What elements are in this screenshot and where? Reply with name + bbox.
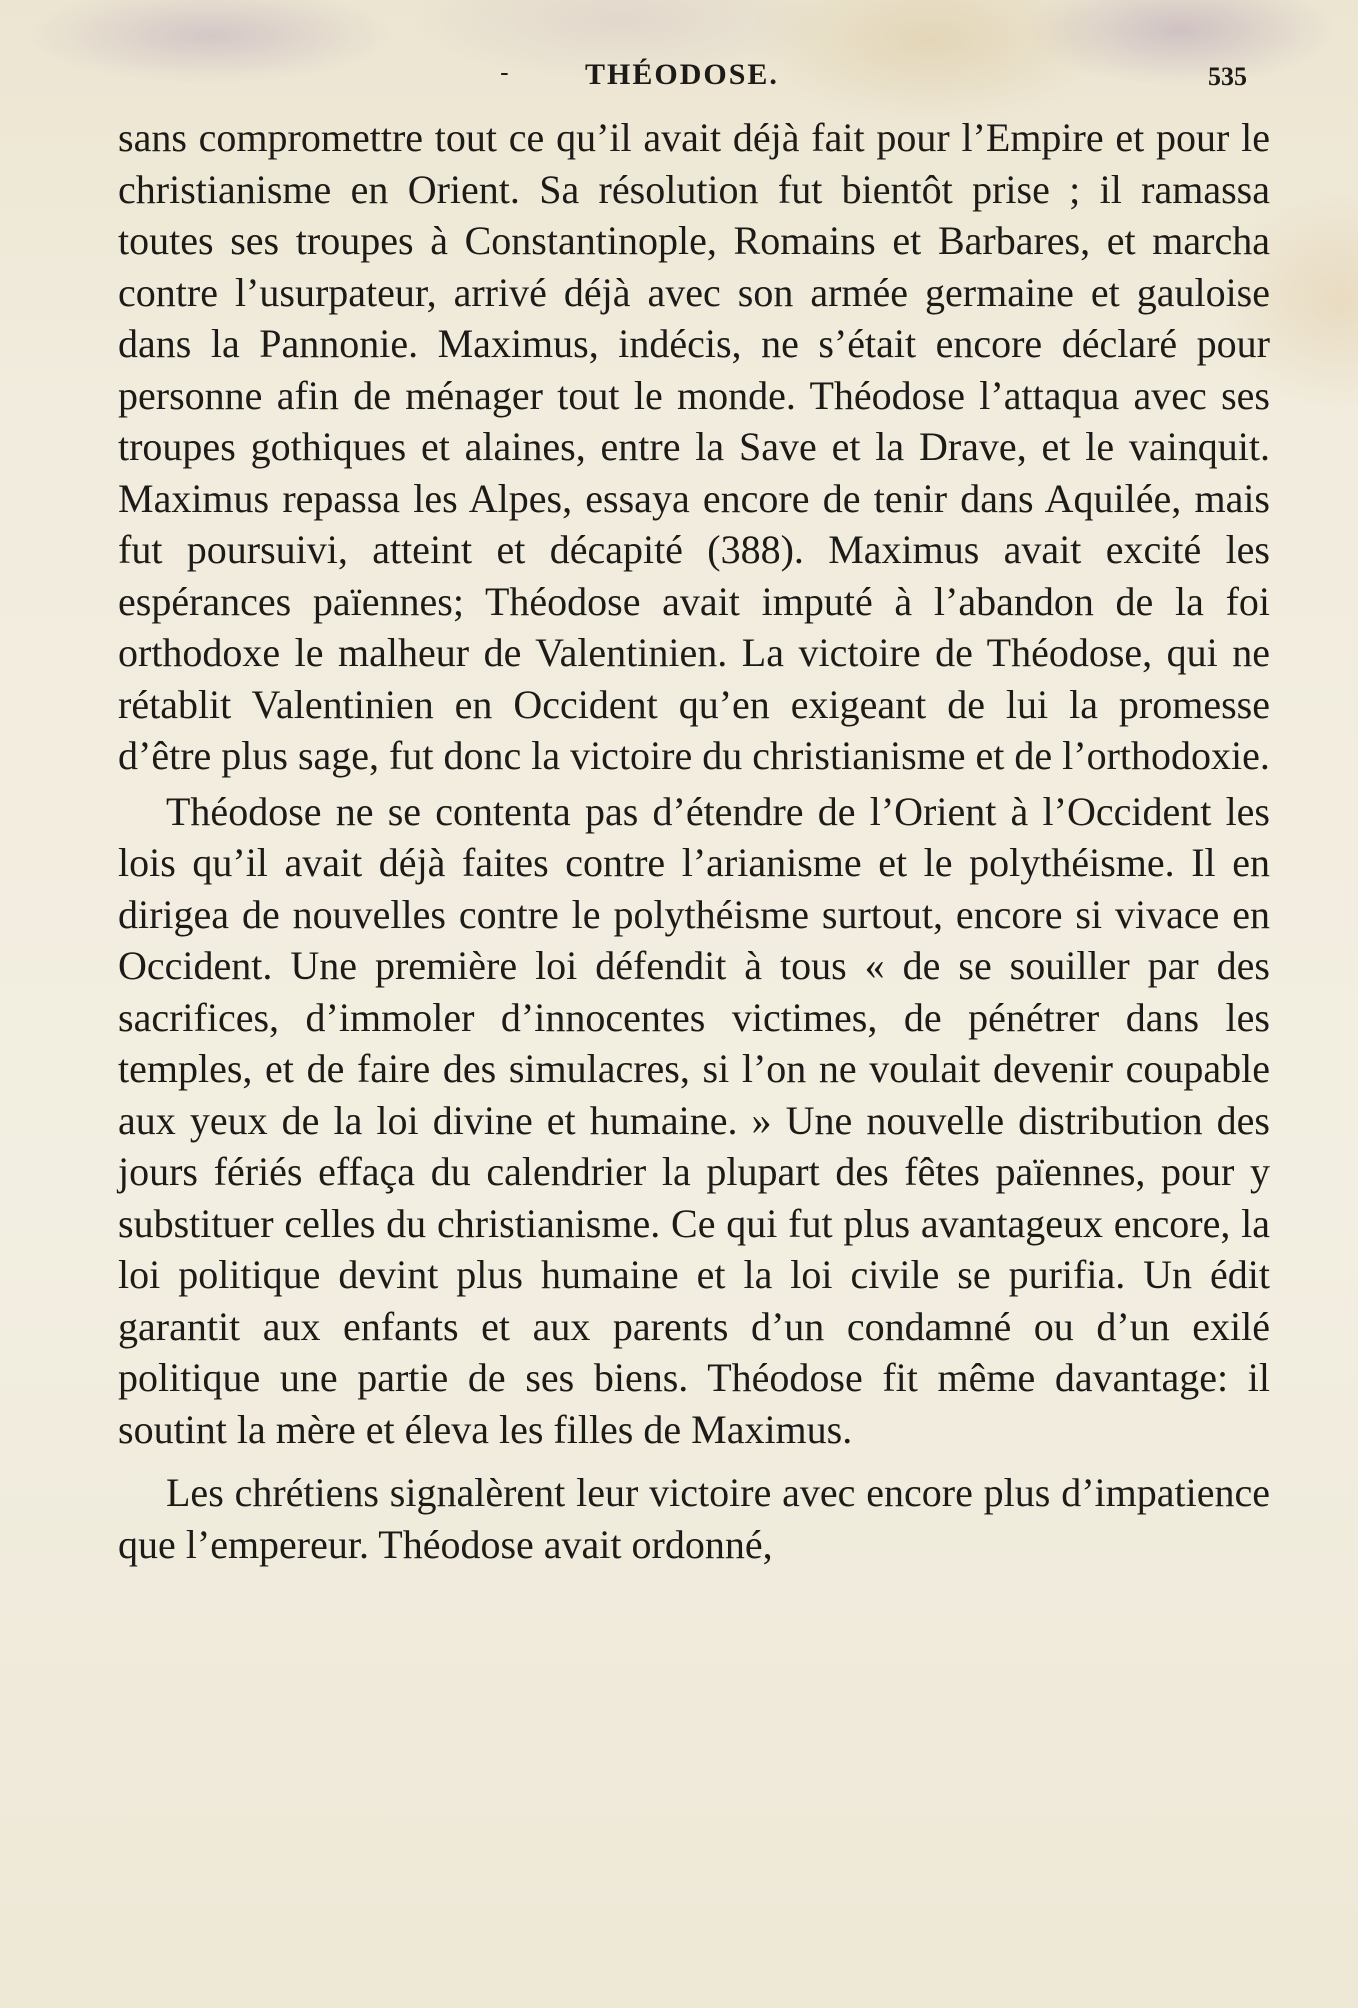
header-dash: - <box>500 58 509 88</box>
paragraph-1: sans compromettre tout ce qu’il avait déjà fait pour l’Empire et pour le christianisme en Orient. Sa résolution fut bientôt prise ; il ramassa toutes ses troupes à Constantinople, Romains et Barbares, et marcha contre l’usurpateur, arrivé déjà avec son armée germaine et gauloise dans la Pannonie. Maximus, indécis, ne s’était encore déclaré pour personne afin de ménager tout le monde. Théodose l’attaqua avec ses troupes gothiques et alaines, entre la Save et la Drave, et le vainquit. Maximus repassa les Alpes, essaya encore de tenir dans Aquilée, mais fut poursuivi, atteint et décapité (388). Maximus avait excité les espérances païennes; Théodose avait imputé à l’abandon de la foi orthodoxe le malheur de Valentinien. La victoire de Théodose, qui ne rétablit Valentinien en Occident qu’en exigeant de lui la promesse d’être plus sage, fut donc la victoire du christianisme et de l’orthodoxie. <box>118 115 1270 778</box>
body-text <box>118 112 1270 1570</box>
page-number: 535 <box>1208 62 1247 91</box>
running-title: THÉODOSE. <box>585 58 779 91</box>
page-header <box>0 58 1358 98</box>
paragraph-2: Théodose ne se contenta pas d’étendre de l’Orient à l’Occident les lois qu’il avait déjà faites contre l’arianisme et le polythéisme. Il en dirigea de nouvelles contre le polythéisme surtout, encore si vivace en Occident. Une première loi défendit à tous « de se souiller par des sacrifices, d’immoler d’innocentes victimes, de pénétrer dans les temples, et de faire des simulacres, si l’on ne voulait devenir coupable aux yeux de la loi divine et humaine. » Une nouvelle distribution des jours fériés effaça du calendrier la plupart des fêtes païennes, pour y substituer celles du christianisme. Ce qui fut plus avantageux encore, la loi politique devint plus humaine et la loi civile se purifia. Un édit garantit aux enfants et aux parents d’un condamné ou d’un exilé politique une partie de ses biens. Théodose fit même davantage: il soutint la mère et éleva les filles de Maximus. <box>118 788 1270 1452</box>
paragraph-3: Les chrétiens signalèrent leur victoire avec encore plus d’impatience que l’empereur. Théodose avait ordonné, <box>118 1470 1270 1567</box>
